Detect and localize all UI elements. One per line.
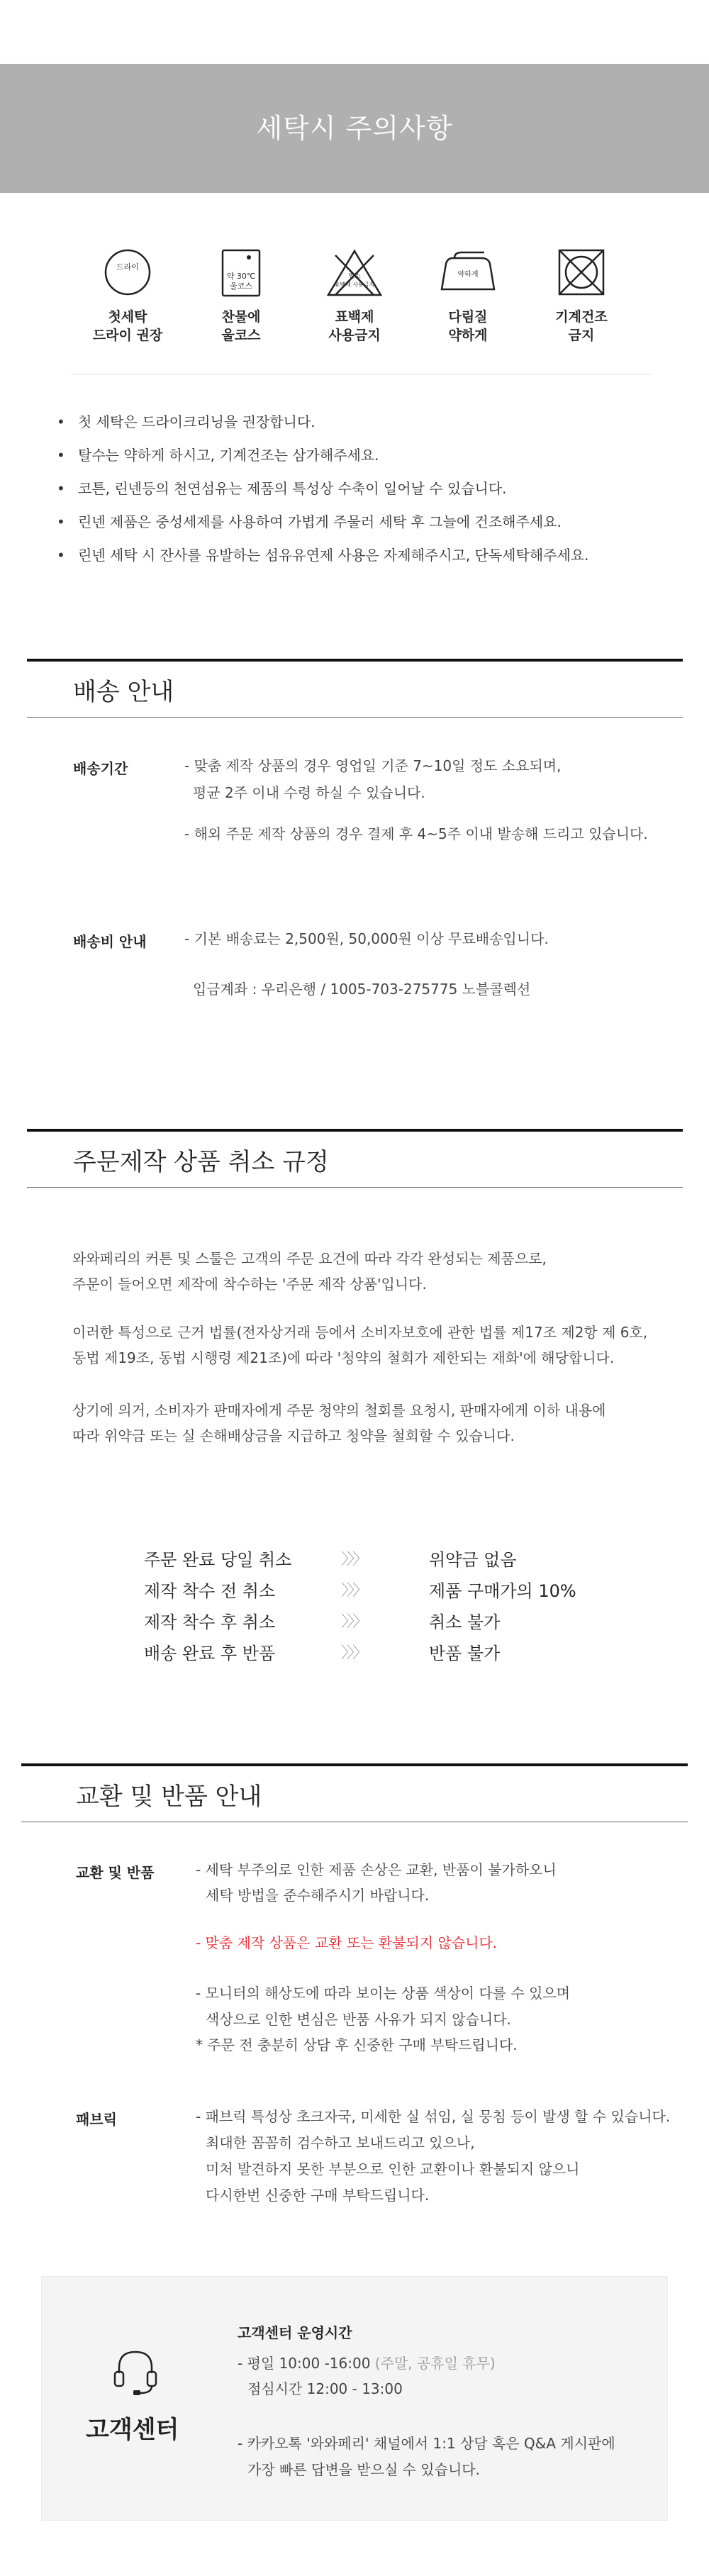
care-item-wash — [188, 248, 294, 355]
drycleaning-icon — [97, 248, 158, 298]
care-item-iron — [415, 248, 521, 355]
cancel-when: 제작 착수 전 취소 — [144, 1581, 276, 1601]
care-notes — [57, 411, 666, 578]
lunch-hours: 점심시간 12:00 - 13:00 — [247, 2380, 403, 2397]
cancel-paragraph: 상기에 의거, 소비자가 판매자에게 주문 청약의 철회를 요청시, 판매자에게 이하 내용에 따라 위약금 또는 실 손해배상금을 지급하고 청약을 철회할 수 있습니다. — [72, 1402, 606, 1444]
svg-text:약하게: 약하게 — [457, 271, 479, 279]
care-icon-row — [74, 248, 635, 355]
monitor-line: 색상으로 인한 변심은 반품 사유가 되지 않습니다. — [206, 2011, 511, 2028]
table-row — [144, 1577, 584, 1608]
arrow-icon: 〉〉〉 — [341, 1551, 367, 1568]
care-label: 첫세탁 드라이 권장 — [92, 309, 163, 343]
section-rule — [27, 717, 683, 718]
cancel-when: 주문 완료 당일 취소 — [144, 1550, 292, 1570]
arrow-icon: 〉〉〉 — [341, 1613, 367, 1631]
no-bleach-icon — [324, 248, 385, 298]
shipping-period-line: - 맞춤 제작 상품의 경우 영업일 기준 7~10일 정도 소요되며, — [184, 757, 562, 774]
care-item-tumble — [528, 248, 635, 355]
iron-low-icon — [437, 248, 498, 298]
list-item: • 첫 세탁은 드라이크리닝을 권장합니다. — [57, 413, 316, 430]
cancel-result: 제품 구매가의 10% — [429, 1581, 576, 1601]
cancel-paragraph: 와와페리의 커튼 및 스툴은 고객의 주문 요건에 따라 각각 완성되는 제품으로, 주문이 들어오면 제작에 착수하는 '주문 제작 상품'입니다. — [72, 1250, 547, 1293]
returns-title: 교환 및 반품 안내 — [76, 1783, 262, 1811]
table-row — [144, 1546, 584, 1577]
cancel-table — [144, 1546, 584, 1671]
table-row — [144, 1639, 584, 1671]
hours-title: 고객센터 운영시간 — [238, 2324, 352, 2341]
kakao-line: - 카카오톡 '와와페리' 채널에서 1:1 상담 혹은 Q&A 게시판에 — [238, 2435, 615, 2452]
svg-text:드라이: 드라이 — [116, 262, 139, 272]
svg-text:울코스: 울코스 — [230, 281, 252, 291]
kakao-line: 가장 빠른 답변을 받으실 수 있습니다. — [247, 2461, 480, 2478]
svg-text:표백제 사용금지: 표백제 사용금지 — [334, 281, 375, 288]
cancel-title: 주문제작 상품 취소 규정 — [73, 1148, 329, 1176]
fabric-line: - 패브릭 특성상 초크자국, 미세한 실 섞임, 실 뭉침 등이 발생 할 수 있습니다. — [196, 2108, 671, 2125]
shipping-period-line: - 해외 주문 제작 상품의 경우 결제 후 4~5주 이내 발송해 드리고 있습니다. — [184, 825, 648, 842]
care-item-dryclean — [74, 248, 181, 355]
care-banner — [0, 64, 709, 193]
cancel-when: 배송 완료 후 반품 — [144, 1644, 276, 1663]
customer-center-label: 고객센터 — [86, 2416, 179, 2444]
return-line: - 세탁 부주의로 인한 제품 손상은 교환, 반품이 불가하오니 — [196, 1861, 557, 1878]
headset-icon — [112, 2346, 159, 2397]
shipping-fee-label: 배송비 안내 — [73, 933, 147, 950]
monitor-line: - 모니터의 해상도에 따라 보이는 상품 색상이 다를 수 있으며 — [196, 1985, 571, 2002]
care-label: 찬물에 울코스 — [221, 309, 261, 343]
arrow-icon: 〉〉〉 — [341, 1582, 367, 1600]
cancel-result: 반품 불가 — [429, 1644, 501, 1663]
banner-title: 세탁시 주의사항 — [256, 113, 453, 144]
cancel-paragraph: 이러한 특성으로 근거 법률(전자상거래 등에서 소비자보호에 관한 법률 제17조 제2항 제 6호, 동법 제19조, 동법 시행령 제21조)에 따라 '청약의 철회가 제한되는 재화'에 해당합니다. — [72, 1324, 648, 1366]
monitor-line: * 주문 전 충분히 상담 후 신중한 구매 부탁드립니다. — [196, 2036, 518, 2053]
bank-account: 입금계좌 : 우리은행 / 1005-703-275775 노블콜렉션 — [193, 981, 531, 998]
shipping-title: 배송 안내 — [73, 678, 174, 706]
weekday-hours: - 평일 10:00 -16:00 (주말, 공휴일 휴무) — [238, 2355, 496, 2372]
care-item-bleach — [301, 248, 408, 355]
section-rule — [27, 1129, 683, 1132]
fabric-line: 미처 발견하지 못한 부분으로 인한 교환이나 환불되지 않으니 — [206, 2160, 580, 2178]
list-item: • 탈수는 약하게 하시고, 기계건조는 삼가해주세요. — [57, 447, 379, 464]
shipping-period-label: 배송기간 — [73, 760, 128, 777]
fabric-line: 최대한 꼼꼼히 검수하고 보내드리고 있으나, — [206, 2134, 475, 2151]
fabric-label: 패브릭 — [76, 2111, 117, 2128]
list-item: • 코튼, 린넨등의 천연섬유는 제품의 특성상 수축이 일어날 수 있습니다. — [57, 480, 507, 497]
care-label: 표백제 사용금지 — [328, 309, 381, 343]
section-rule — [27, 1187, 683, 1188]
svg-text:약 30℃: 약 30℃ — [226, 272, 256, 281]
section-rule — [27, 659, 683, 662]
list-item: • 린넨 세탁 시 잔사를 유발하는 섬유유연제 사용은 자제해주시고, 단독세탁해주세요. — [57, 547, 589, 564]
return-label: 교환 및 반품 — [76, 1864, 155, 1881]
arrow-icon: 〉〉〉 — [341, 1644, 367, 1662]
fabric-line: 다시한번 신중한 구매 부탁드립니다. — [206, 2187, 430, 2204]
cancel-result: 위약금 없음 — [429, 1550, 517, 1570]
customer-center-box — [41, 2276, 668, 2521]
no-refund-warning: - 맞춤 제작 상품은 교환 또는 환불되지 않습니다. — [196, 1934, 498, 1951]
list-item: • 린넨 제품은 중성세제를 사용하여 가볍게 주물러 세탁 후 그늘에 건조해주세요. — [57, 513, 562, 530]
cancel-result: 취소 불가 — [429, 1612, 501, 1632]
cancel-when: 제작 착수 후 취소 — [144, 1612, 276, 1632]
section-rule — [21, 1763, 688, 1766]
return-line: 세탁 방법을 준수해주시기 바랍니다. — [206, 1887, 430, 1904]
care-label: 기계건조 금지 — [555, 309, 608, 343]
shipping-fee-line: - 기본 배송료는 2,500원, 50,000원 이상 무료배송입니다. — [184, 930, 549, 947]
svg-text:염소: 염소 — [348, 273, 361, 280]
care-label: 다림질 약하게 — [448, 309, 488, 343]
wash-30-icon — [211, 248, 272, 298]
shipping-period-line: 평균 2주 이내 수령 하실 수 있습니다. — [193, 784, 425, 801]
no-tumble-dry-icon — [551, 248, 612, 298]
table-row — [144, 1608, 584, 1639]
